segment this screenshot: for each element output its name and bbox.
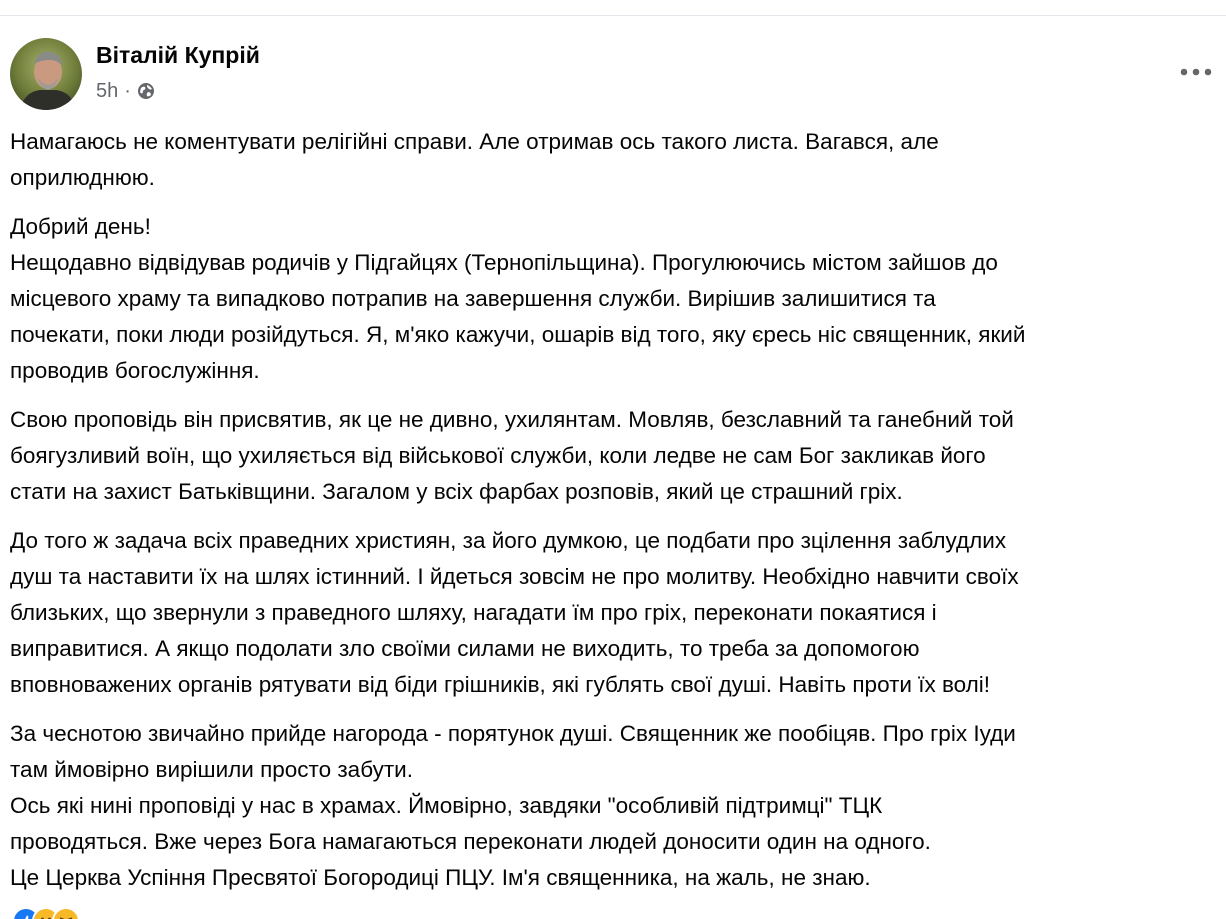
avatar-image (10, 38, 82, 110)
more-dots-icon (1180, 68, 1212, 76)
reactions-bar[interactable] (12, 906, 80, 919)
post-line: стати на захист Батьківщини. Загалом у всіх фарбах розповів, який це страшний гріх. (10, 479, 903, 504)
post-line: боягузливий воїн, що ухиляється від військової служби, коли ледве не сам Бог закликав його (10, 443, 986, 468)
post-line: Ось які нині проповіді у нас в храмах. Ймовірно, завдяки "особливій підтримці" ТЦК (10, 793, 883, 818)
post-body (10, 124, 1226, 909)
more-options-button[interactable] (1176, 52, 1216, 92)
post-paragraph (10, 124, 1226, 196)
post-line: проводяться. Вже через Бога намагаються переконати людей доносити один на одного. (10, 829, 931, 854)
post-line: почекати, поки люди розійдуться. Я, м'яко кажучи, ошарів від того, яку єресь ніс священник, який (10, 322, 1026, 347)
post-line: Це Церква Успіння Пресвятої Богородиці ПЦУ. Ім'я священника, на жаль, не знаю. (10, 865, 871, 890)
post-line: проводив богослужіння. (10, 358, 260, 383)
post-line: Намагаюсь не коментувати релігійні справи. Але отримав ось такого листа. Вагався, але (10, 129, 939, 154)
post-line: За чеснотою звичайно прийде нагорода - порятунок душі. Священник же пообіцяв. Про гріх Іуди (10, 721, 1016, 746)
post-line: До того ж задача всіх праведних християн, за його думкою, це подбати про зцілення заблудлих (10, 528, 1007, 553)
post-line: виправитися. А якщо подолати зло своїми силами не виходить, то треба за допомогою (10, 636, 920, 661)
post-line: вповноважених органів рятувати від біди грішників, які гублять свої душі. Навіть проти їх волі! (10, 672, 991, 697)
post-time[interactable]: 5h (96, 79, 119, 102)
post-line: Свою проповідь він присвятив, як це не дивно, ухилянтам. Мовляв, безславний та ганебний той (10, 407, 1014, 432)
globe-icon[interactable] (137, 82, 155, 100)
post-meta (96, 78, 155, 104)
post-paragraph (10, 402, 1226, 510)
author-name[interactable]: Віталій Купрій (96, 42, 260, 68)
post-paragraph (10, 716, 1226, 896)
author-avatar[interactable] (10, 38, 82, 110)
post-header (10, 38, 1216, 112)
haha-icon (52, 907, 80, 919)
post-line: близьких, що звернули з праведного шляху, нагадати їм про гріх, переконати покаятися і (10, 600, 937, 625)
post-line: душ та наставити їх на шлях істинний. І йдеться зовсім не про молитву. Необхідно навчити своїх (10, 564, 1019, 589)
top-divider (0, 15, 1226, 16)
post-line: місцевого храму та випадково потрапив на завершення служби. Вирішив залишитися та (10, 286, 936, 311)
post-paragraph (10, 523, 1226, 703)
post-paragraph (10, 209, 1226, 389)
post-line: Добрий день! (10, 214, 151, 239)
meta-separator: · (124, 79, 131, 102)
post-line: там ймовірно вирішили просто забути. (10, 757, 413, 782)
post-line: оприлюднюю. (10, 165, 155, 190)
post-line: Нещодавно відвідував родичів у Підгайцях (Тернопільщина). Прогулюючись містом зайшов до (10, 250, 998, 275)
